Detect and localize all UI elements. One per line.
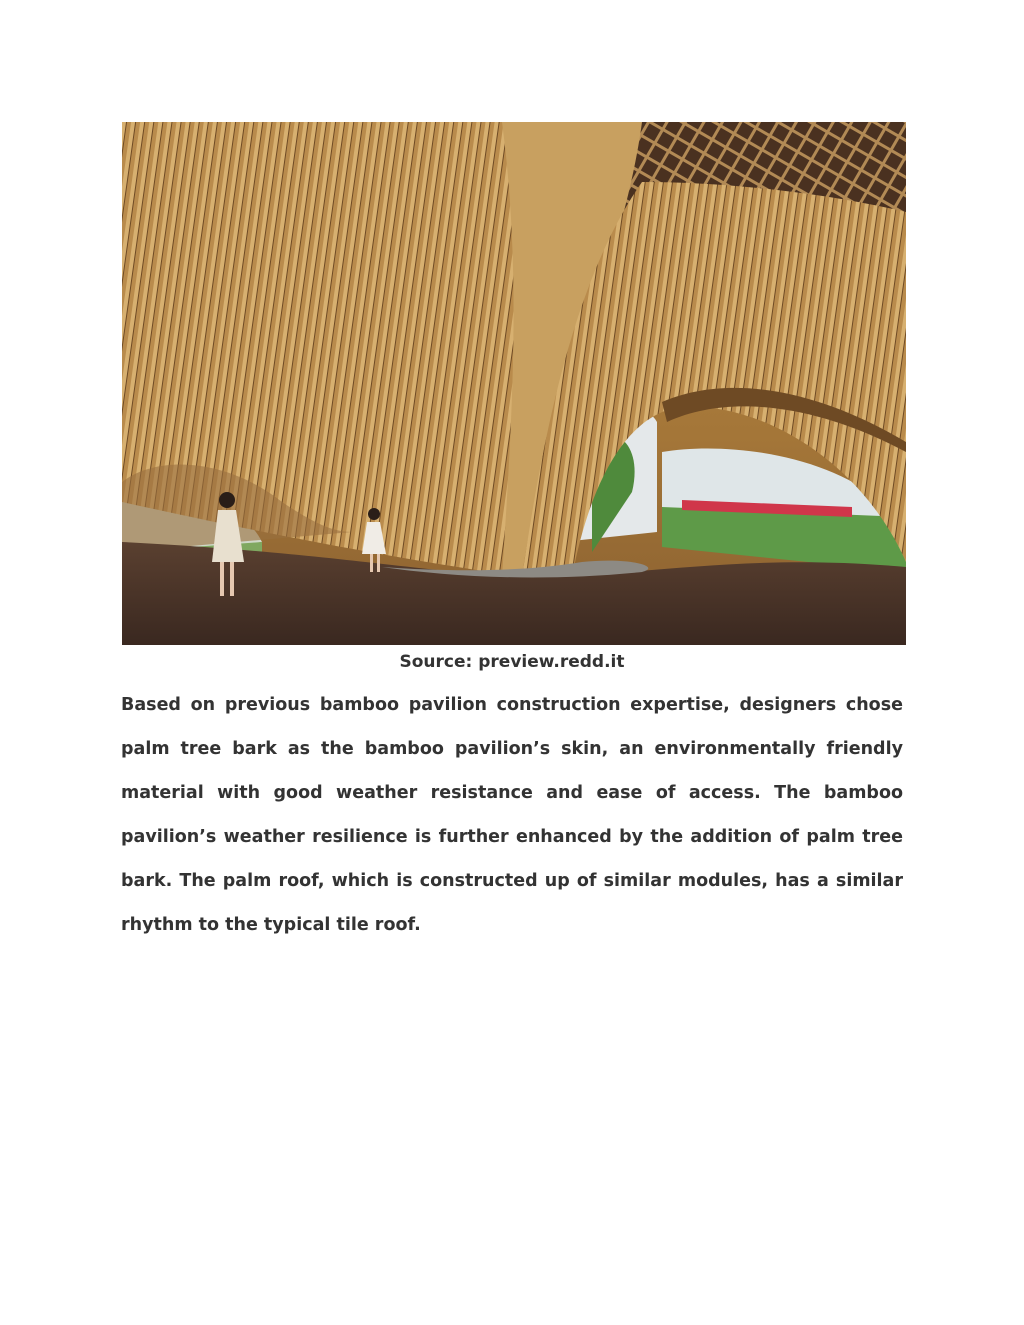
body-paragraph: Based on previous bamboo pavilion construction expertise, designers chose palm tree bark as the bamboo pavilion’s skin, an environmentally friendly material with good weather resistance and ease of access. The bamboo pavilion’s weather resilience is further enhanced by the addition of palm tree bark. The palm roof, which is constructed up of similar modules, has a similar rhythm to the typical tile roof. [121, 695, 903, 935]
bamboo-pavilion-photo [122, 122, 906, 645]
figure-caption: Source: preview.redd.it [399, 652, 625, 672]
